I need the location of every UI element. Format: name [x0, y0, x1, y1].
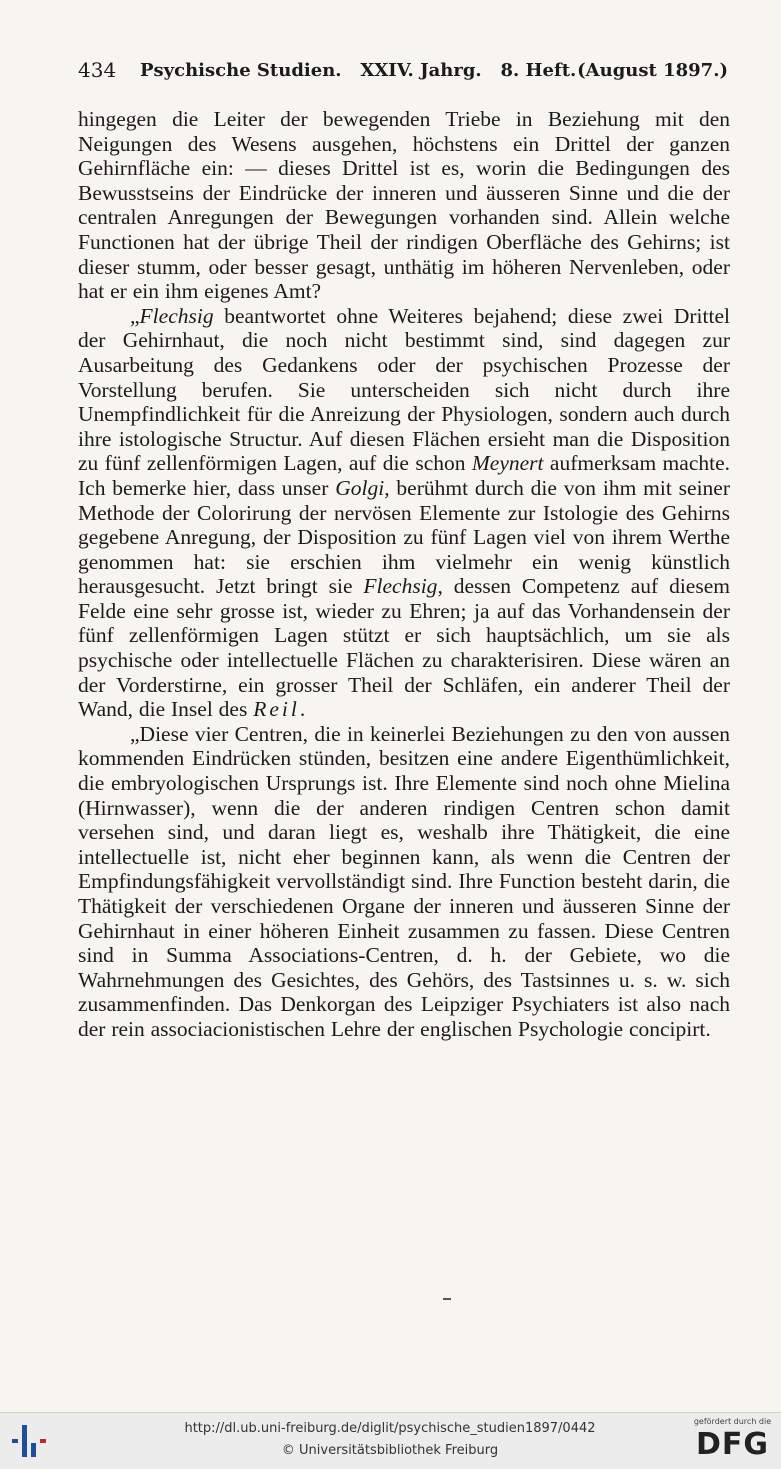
journal-name: Psychische Studien. — [140, 60, 342, 81]
person-name: Flechsig — [363, 574, 438, 599]
journal-title — [140, 60, 576, 81]
person-name: Flechsig — [139, 303, 214, 328]
body-text — [78, 107, 730, 1042]
sponsor-note: gefördert durch die — [693, 1417, 772, 1426]
issue-date: (August 1897.) — [577, 60, 728, 81]
person-name: Meynert — [471, 451, 544, 476]
text-run: . — [299, 697, 306, 722]
text-run: „ — [130, 303, 140, 328]
journal-issue: 8. Heft. — [500, 60, 577, 81]
permalink-url[interactable]: http://dl.ub.uni-freiburg.de/diglit/psychische_studien1897/0442 — [184, 1421, 596, 1436]
paragraph — [78, 304, 730, 722]
text-run: , dessen Competenz auf diesem Felde eine sehr grosse ist, wieder zu Ehren; ja auf das Vorhandensein der fünf zellenförmigen Lagen stützt er sich hauptsächlich, um sie als psychische oder intellectuelle Flächen zu charakterisiren. Diese wären an der Vorderstirne, ein grosser Theil der Schläfen, ein anderer Theil der Wand, die Insel des — [78, 574, 730, 722]
person-name: Reil — [253, 697, 300, 722]
paragraph — [78, 107, 730, 304]
journal-volume: XXIV. Jahrg. — [360, 60, 482, 81]
text-run: , berühmt durch die von ihm mit seiner Methode der Colorirung der nervösen Elemente zur Istologie des Gehirns gegebene Anregung, der Disposition zu fünf Lagen viel von ihrem Werthe genommen hat: sie erschien ihm vielmehr ein wenig künstlich herausgesucht. Jetzt bringt sie — [78, 475, 731, 599]
text-run: beantwortet ohne Weiteres bejahend; diese zwei Drittel der Gehirnhaut, die noch nicht bestimmt sind, sind dagegen zur Ausarbeitung des Gedankens oder der psychischen Prozesse der Vorstellung berufen. Sie unterscheiden sich nicht durch ihre Unempfindlichkeit für die Anreizung der Physiologen, sondern auch durch ihre istologische Structur. Auf diesen Flächen ersieht man die Disposition zu fünf zellenförmigen Lagen, auf die schon — [78, 303, 730, 476]
person-name: Golgi — [335, 475, 385, 500]
running-header — [78, 58, 728, 88]
page-end-mark — [443, 1298, 451, 1300]
paragraph — [78, 722, 730, 1042]
page-number: 434 — [78, 58, 117, 82]
copyright-notice: © Universitätsbibliothek Freiburg — [281, 1443, 499, 1458]
viewer-footer — [0, 1412, 781, 1469]
text-run: „Diese vier Centren, die in keinerlei Beziehungen zu den von aussen kommenden Eindrücken stünden, besitzen eine andere Eigenthümlichkeit, die embryologischen Ursprungs ist. Ihre Elemente sind noch ohne Mielina (Hirnwasser), wenn die der anderen rindigen Centren schon damit versehen sind, und daran liegt es, weshalb ihre Thätigkeit, die eine intellectuelle ist, nicht eher beginnen kann, als wenn die Centren der Empfindungsfähigkeit vervollständigt sind. Ihre Function besteht darin, die Thätigkeit der verschiedenen Organe der inneren und äusseren Sinne der Gehirnhaut in einer höheren Einheit zusammen zu fassen. Diese Centren sind in Summa Associations-Centren, d. h. der Gebiete, wo die Wahrnehmungen des Gesichtes, des Gehörs, des Tastsinnes u. s. w. sich zusammenfinden. Das Denkorgan des Leipziger Psychiaters ist also nach der rein associacionistischen Lehre der englischen Psychologie concipirt. — [78, 721, 730, 1041]
ub-freiburg-logo-icon — [12, 1425, 48, 1457]
dfg-logo: DFG — [695, 1427, 770, 1462]
text-run: aufmerksam machte. Ich bemerke hier, dass unser — [78, 451, 731, 500]
text-run: hingegen die Leiter der bewegenden Triebe in Beziehung mit den Neigungen des Wesens ausgehen, höchstens ein Drittel der ganzen Gehirnfläche ein: — dieses Drittel ist es, worin die Bedingungen des Bewusstseins der Eindrücke der inneren und äusseren Sinne und die der centralen Anregungen der Bewegungen vorhanden sind. Allein welche Functionen hat der übrige Theil der rindigen Oberfläche des Gehirns; ist dieser stumm, oder besser gesagt, unthätig im höheren Nervenleben, oder hat er ein ihm eigenes Amt? — [78, 107, 730, 304]
